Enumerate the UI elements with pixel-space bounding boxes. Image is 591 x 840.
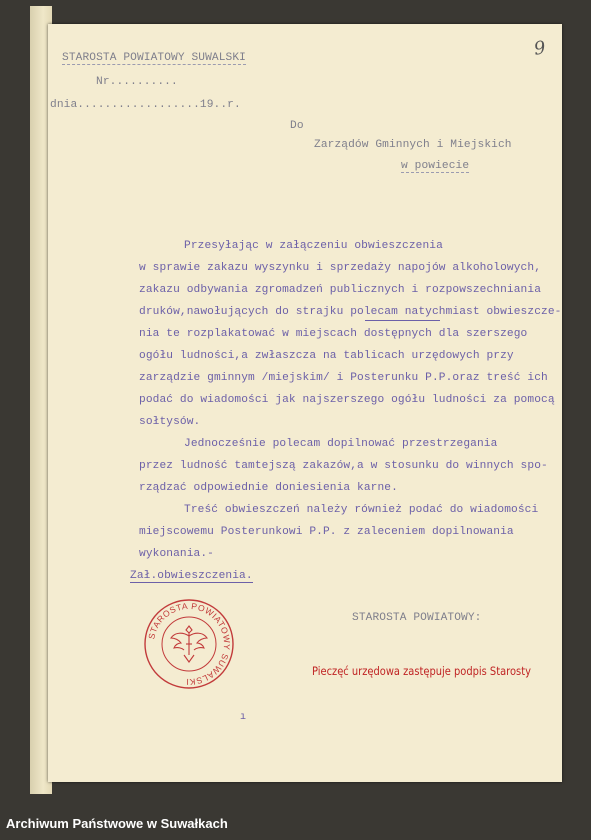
enclosure-note: Zał.obwieszczenia. — [130, 570, 253, 582]
body-line: podać do wiadomości jak najszerszego ogółu ludności za pomocą — [139, 394, 555, 406]
body-line: przez ludność tamtejszą zakazów,a w stosunku do winnych spo- — [139, 460, 548, 472]
body-line: Treść obwieszczeń należy również podać do wiadomości — [184, 504, 539, 516]
body-line: druków,nawołujących do strajku polecam natychmiast obwieszcze- — [139, 306, 562, 318]
body-line: Przesyłając w załączeniu obwieszczenia — [184, 240, 443, 252]
body-line: rządzać odpowiednie doniesienia karne. — [139, 482, 398, 494]
addressee-line2: w powiecie — [401, 160, 470, 172]
letterhead-number: Nr.......... — [96, 76, 178, 88]
archive-label: Archiwum Państwowe w Suwałkach — [6, 816, 228, 831]
body-line: sołtysów. — [139, 416, 201, 428]
emphasis-underline — [365, 320, 440, 321]
page-number: 9 — [532, 37, 547, 60]
body-line: zakazu odbywania zgromadzeń publicznych i rozpowszechniania — [139, 284, 542, 296]
body-line: miejscowemu Posterunkowi P.P. z zaleceniem dopilnowania — [139, 526, 514, 538]
official-seal — [143, 598, 235, 690]
letterhead-office: STAROSTA POWIATOWY SUWALSKI — [62, 52, 246, 64]
addressee-line1: Zarządów Gminnych i Miejskich — [314, 139, 512, 151]
body-line: nia te rozplakatować w miejscach dostępnych dla szerszego — [139, 328, 528, 340]
body-line: ogółu ludności,a zwłaszcza na tablicach urzędowych przy — [139, 350, 514, 362]
seal-replaces-signature-note: Pieczęć urzędowa zastępuje podpis Starosty — [312, 664, 531, 678]
signature-title: STAROSTA POWIATOWY: — [352, 612, 482, 624]
page-mark: ı — [240, 712, 247, 723]
body-line: zarządzie gminnym /miejskim/ i Posterunku P.P.oraz treść ich — [139, 372, 548, 384]
eagle-emblem — [171, 626, 207, 662]
letterhead-date: dnia..................19..r. — [50, 99, 241, 111]
seal-text: STAROSTA POWIATOWY SUWALSKI — [146, 600, 233, 688]
body-line: w sprawie zakazu wyszynku i sprzedaży napojów alkoholowych, — [139, 262, 542, 274]
addressee-do: Do — [290, 120, 304, 132]
body-line: wykonania.- — [139, 548, 214, 560]
body-line: Jednocześnie polecam dopilnować przestrzegania — [184, 438, 498, 450]
